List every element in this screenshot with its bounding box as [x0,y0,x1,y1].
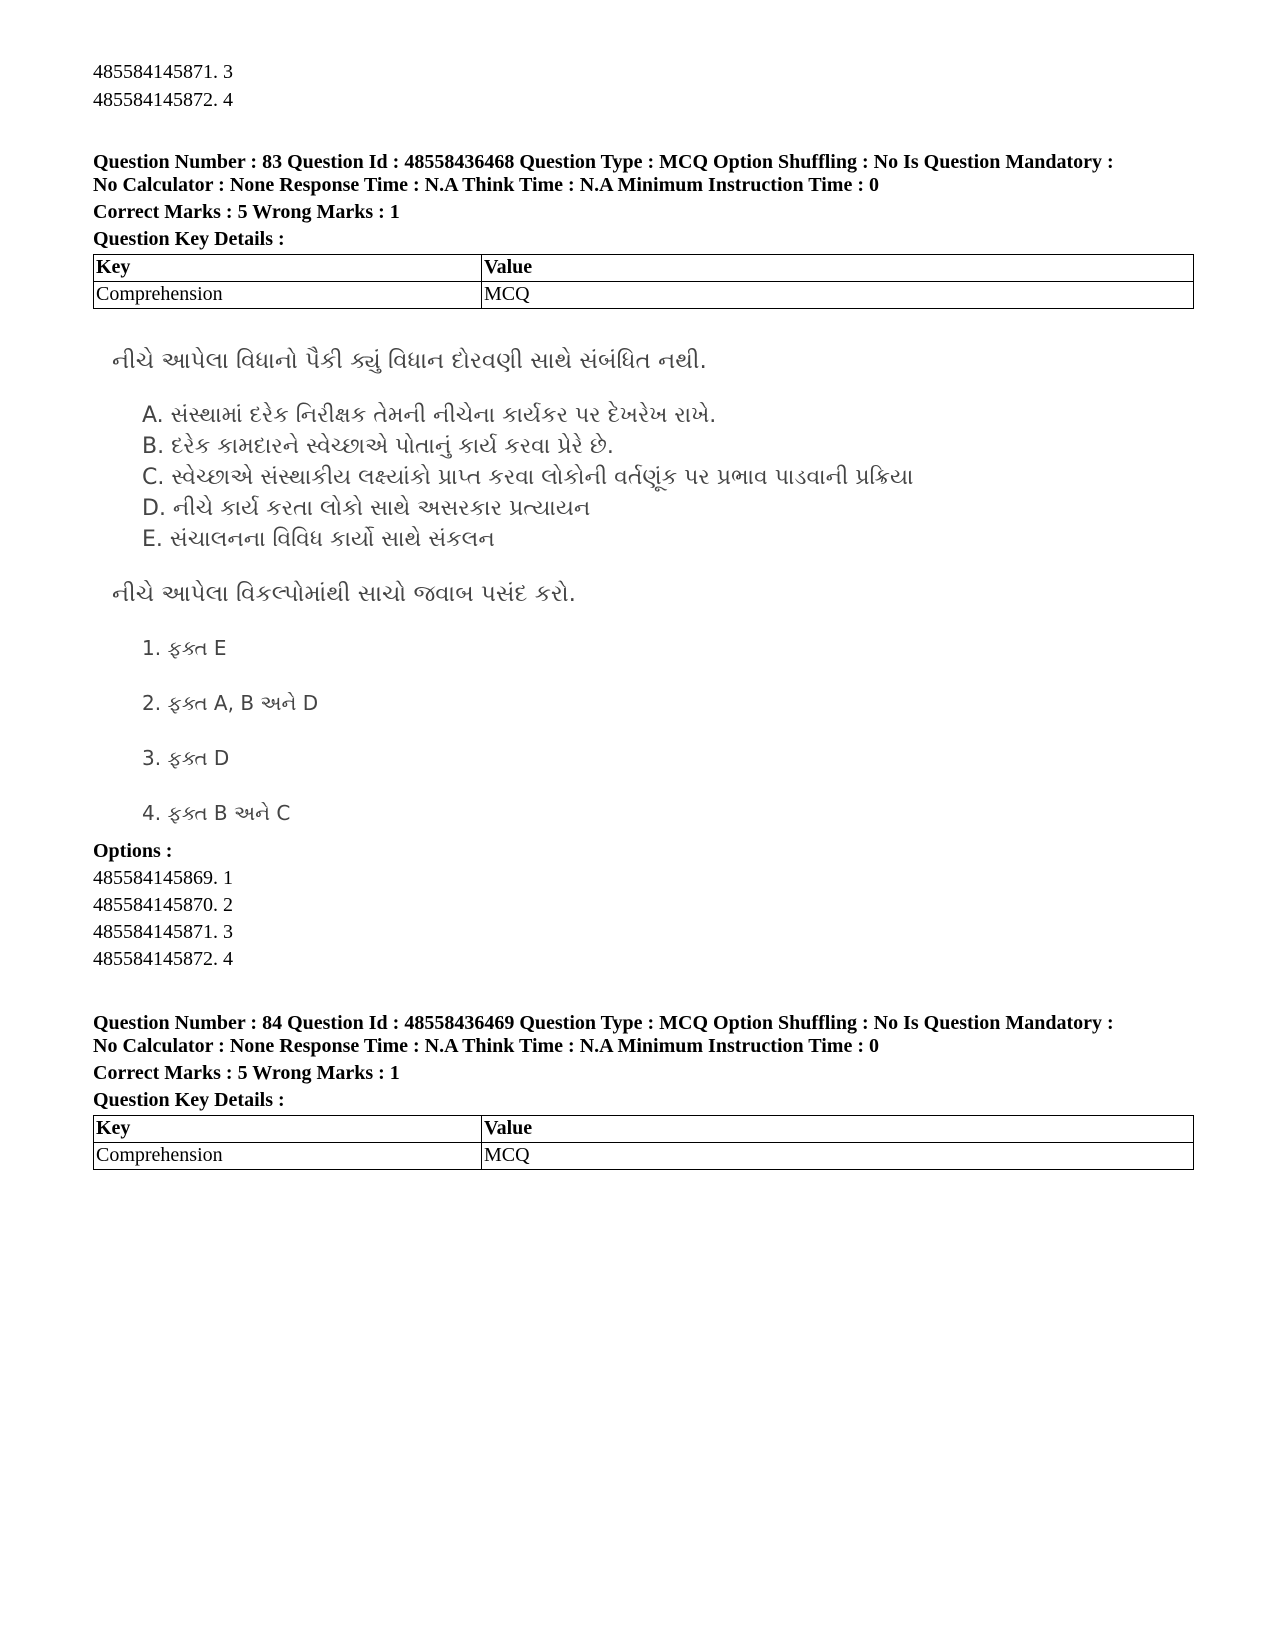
option-line: 485584145870. 2 [93,894,233,916]
options-label: Options : [93,840,173,862]
statement-b: B. દરેક કામદારને સ્વેચ્છાએ પોતાનું કાર્ય કરવા પ્રેરે છે. [142,434,614,459]
question-key-details-label: Question Key Details : [93,228,285,250]
table-cell-key: Comprehension [94,282,482,309]
table-cell-key: Comprehension [94,1143,482,1170]
option-line: 485584145871. 3 [93,61,233,83]
question-key-table [93,1115,1194,1170]
question-header-line-1: Question Number : 83 Question Id : 48558436468 Question Type : MCQ Option Shuffling : No Is Question Mandatory : [93,151,1114,173]
table-header-value: Value [482,1116,1194,1143]
question-marks: Correct Marks : 5 Wrong Marks : 1 [93,1062,400,1084]
table-header-key: Key [94,1116,482,1143]
table-cell-value: MCQ [482,1143,1194,1170]
choice-4: 4. ફક્ત B અને C [142,801,291,825]
question-header-line-2: No Calculator : None Response Time : N.A Think Time : N.A Minimum Instruction Time : 0 [93,1035,879,1057]
option-line: 485584145871. 3 [93,921,233,943]
statement-d: D. નીચે કાર્ય કરતા લોકો સાથે અસરકાર પ્રત્યાયન [142,496,591,521]
question-key-table [93,254,1194,309]
question-header-line-2: No Calculator : None Response Time : N.A Think Time : N.A Minimum Instruction Time : 0 [93,174,879,196]
option-line: 485584145872. 4 [93,89,233,111]
question-key-details-label: Question Key Details : [93,1089,285,1111]
statement-c: C. સ્વેચ્છાએ સંસ્થાકીય લક્ષ્યાંકો પ્રાપ્ત કરવા લોકોની વર્તણૂંક પર પ્રભાવ પાડવાની પ્રક્રિયા [142,465,914,490]
table-cell-value: MCQ [482,282,1194,309]
option-line: 485584145872. 4 [93,948,233,970]
question-stem: નીચે આપેલા વિધાનો પૈકી ક્યું વિધાન દોરવણી સાથે સંબંધિત નથી. [112,348,707,374]
statement-e: E. સંચાલનના વિવિધ કાર્યો સાથે સંકલન [142,527,495,552]
question-image [112,346,942,828]
choice-2: 2. ફક્ત A, B અને D [142,691,319,715]
table-header-value: Value [482,255,1194,282]
table-header-key: Key [94,255,482,282]
statement-a: A. સંસ્થામાં દરેક નિરીક્ષક તેમની નીચેના કાર્યકર પર દેખરેખ રાખે. [142,403,717,428]
choice-1: 1. ફક્ત E [142,636,227,660]
option-line: 485584145869. 1 [93,867,233,889]
question-instruction: નીચે આપેલા વિકલ્પોમાંથી સાચો જવાબ પસંદ કરો. [112,581,576,607]
question-header-line-1: Question Number : 84 Question Id : 48558436469 Question Type : MCQ Option Shuffling : No Is Question Mandatory : [93,1012,1114,1034]
choice-3: 3. ફક્ત D [142,746,230,770]
question-marks: Correct Marks : 5 Wrong Marks : 1 [93,201,400,223]
